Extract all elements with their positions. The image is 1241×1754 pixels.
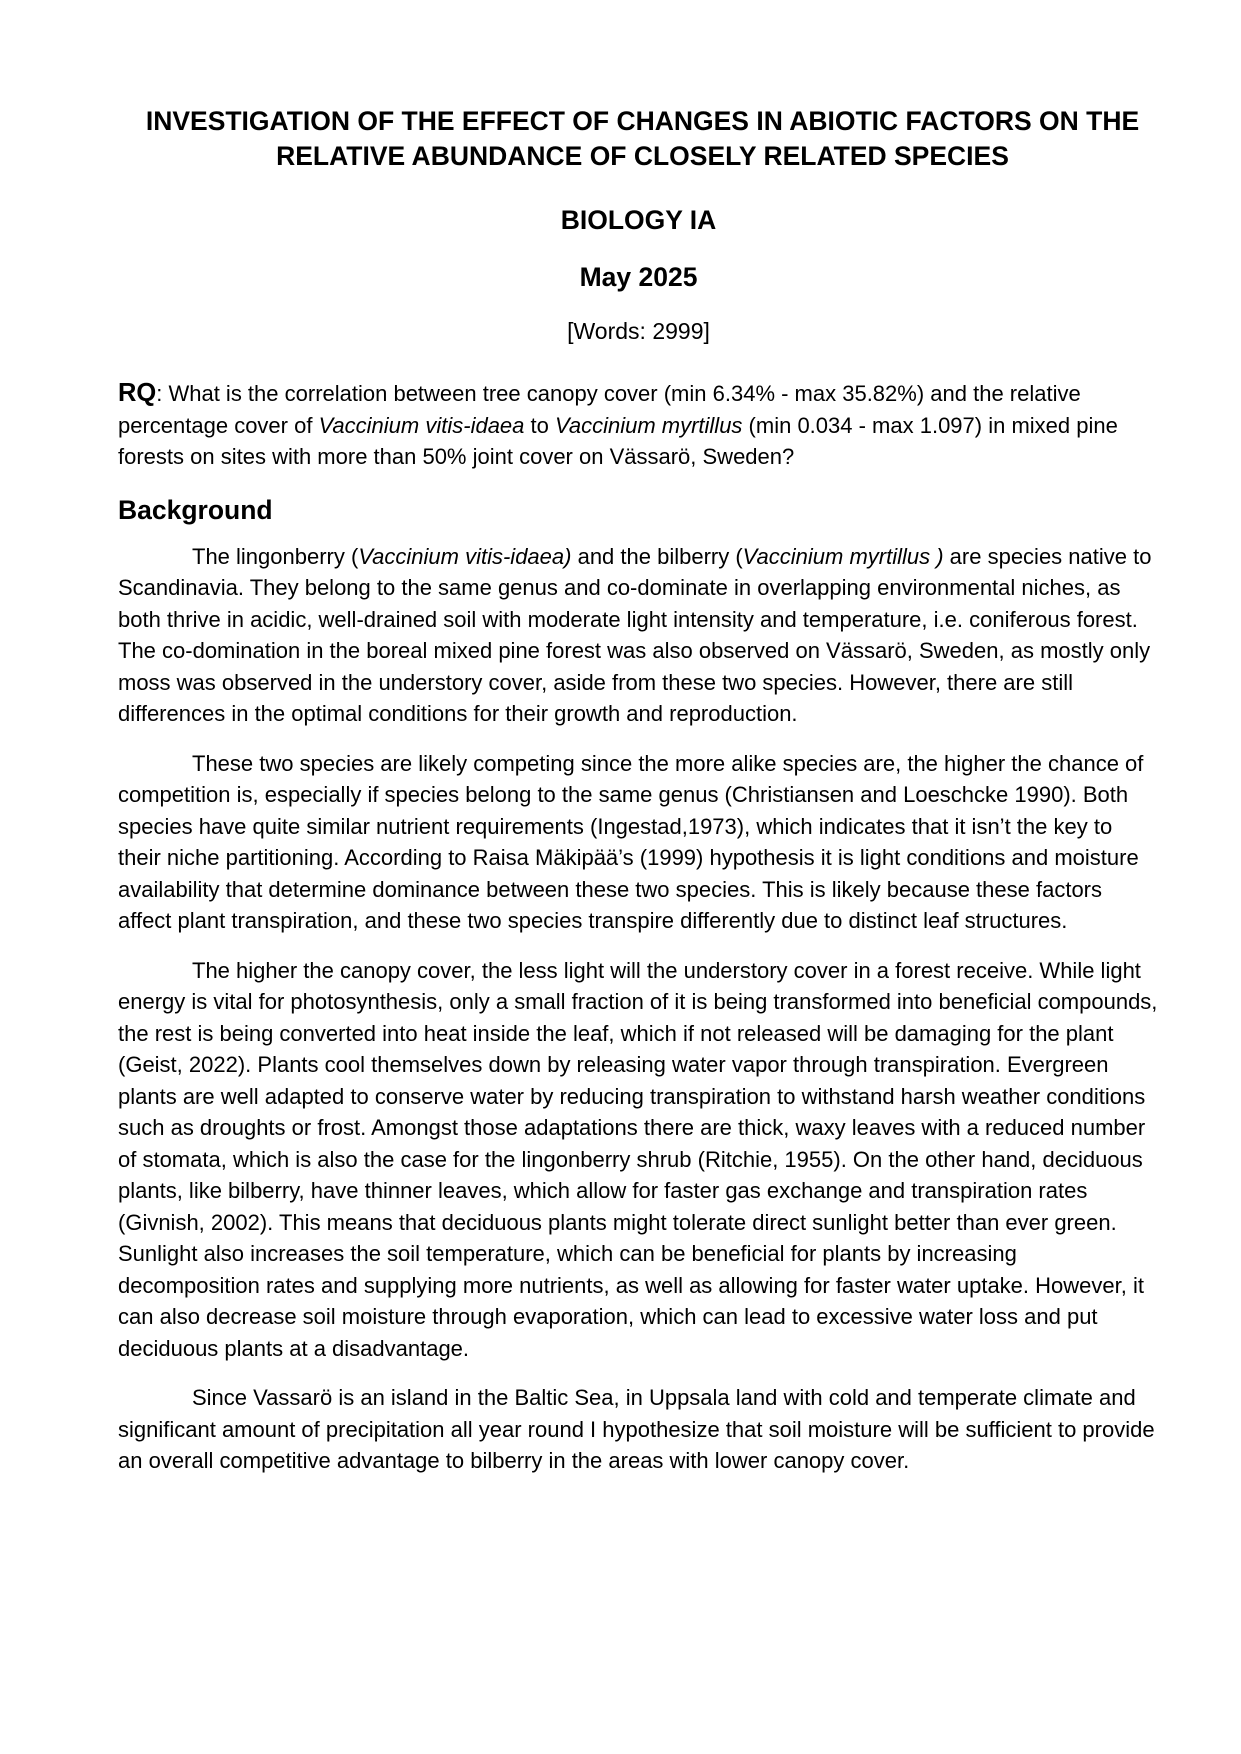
background-paragraph-2: These two species are likely competing since the more alike species are, the higher the chance of competition is, especially if species belong to the same genus (Christiansen and Loeschcke 1990). Both species have quite similar nutrient requirements (Ingestad,1973), which indicates that it isn’t the key to their niche partitioning. According to Raisa Mäkipää’s (1999) hypothesis it is light conditions and moisture availability that determine dominance between these two species. This is likely because these factors affect plant transpiration, and these two species transpire differently due to distinct leaf structures. xyxy=(118,750,1144,933)
background-paragraph-3: The higher the canopy cover, the less light will the understory cover in a forest receive. While light energy is vital for photosynthesis, only a small fraction of it is being transformed into beneficial compounds, the rest is being converted into heat inside the leaf, which if not released will be damaging for the plant (Geist, 2022). Plants cool themselves down by releasing water vapor through transpiration. Evergreen plants are well adapted to conserve water by reducing transpiration to withstand harsh weather conditions such as droughts or frost. Amongst those adaptations there are thick, waxy leaves with a reduced number of stomata, which is also the case for the lingonberry shrub (Ritchie, 1955). On the other hand, deciduous plants, like bilberry, have thinner leaves, which allow for faster gas exchange and transpiration rates (Givnish, 2002). This means that deciduous plants might tolerate direct sunlight better than ever green. Sunlight also increases the soil temperature, which can be beneficial for plants by increasing decomposition rates and supplying more nutrients, as well as allowing for faster water uptake. However, it can also decrease soil moisture through evaporation, which can lead to excessive water loss and put deciduous plants at a disadvantage. xyxy=(118,957,1158,1361)
rq-text-2: to xyxy=(524,412,555,438)
background-paragraph-4: Since Vassarö is an island in the Baltic Sea, in Uppsala land with cold and temperate climate and significant amount of precipitation all year round I hypothesize that soil moisture will be sufficient to provide an overall competitive advantage to bilberry in the areas with lower canopy cover. xyxy=(118,1385,1155,1473)
background-paragraph-1 xyxy=(118,541,1159,730)
rq-species-2: Vaccinium myrtillus xyxy=(554,412,743,438)
rq-text-1: : What is the correlation between tree canopy cover (min 6.34% - max 35.82%) and the relative percentage cover of xyxy=(118,381,1081,438)
title-line-1: INVESTIGATION OF THE EFFECT OF CHANGES IN ABIOTIC FACTORS ON THE xyxy=(145,106,1140,136)
rq-species-1: Vaccinium vitis-idaea xyxy=(318,412,525,438)
background-heading: Background xyxy=(118,494,273,525)
bg-p1-text-3: are species native to Scandinavia. They belong to the same genus and co-dominate in overlapping environmental niches, as both thrive in acidic, well-drained soil with moderate light intensity and temperature, i.e. coniferous forest. The co-domination in the boreal mixed pine forest was also observed on Vässarö, Sweden, as mostly only moss was observed in the understory cover, aside from these two species. However, there are still differences in the optimal conditions for their growth and reproduction. xyxy=(118,543,1152,726)
rq-text-3: (min 0.034 - max 1.097) in mixed pine forests on sites with more than 50% joint cover on Vässarö, Sweden? xyxy=(118,412,1118,469)
bg-p1-text-2: and the bilberry ( xyxy=(571,543,743,569)
bg-p1-species-2: Vaccinium myrtillus ) xyxy=(742,543,944,569)
document-title xyxy=(106,104,1179,174)
title-line-2: RELATIVE ABUNDANCE OF CLOSELY RELATED SPECIES xyxy=(276,141,1009,171)
rq-label: RQ xyxy=(118,379,157,407)
research-question xyxy=(118,378,1159,473)
document-subtitle: BIOLOGY IA xyxy=(560,205,717,235)
document-date: May 2025 xyxy=(579,262,698,292)
word-count: [Words: 2999] xyxy=(567,318,710,344)
bg-p1-text-1: The lingonberry ( xyxy=(192,543,359,569)
bg-p1-species-1: Vaccinium vitis-idaea) xyxy=(358,543,572,569)
